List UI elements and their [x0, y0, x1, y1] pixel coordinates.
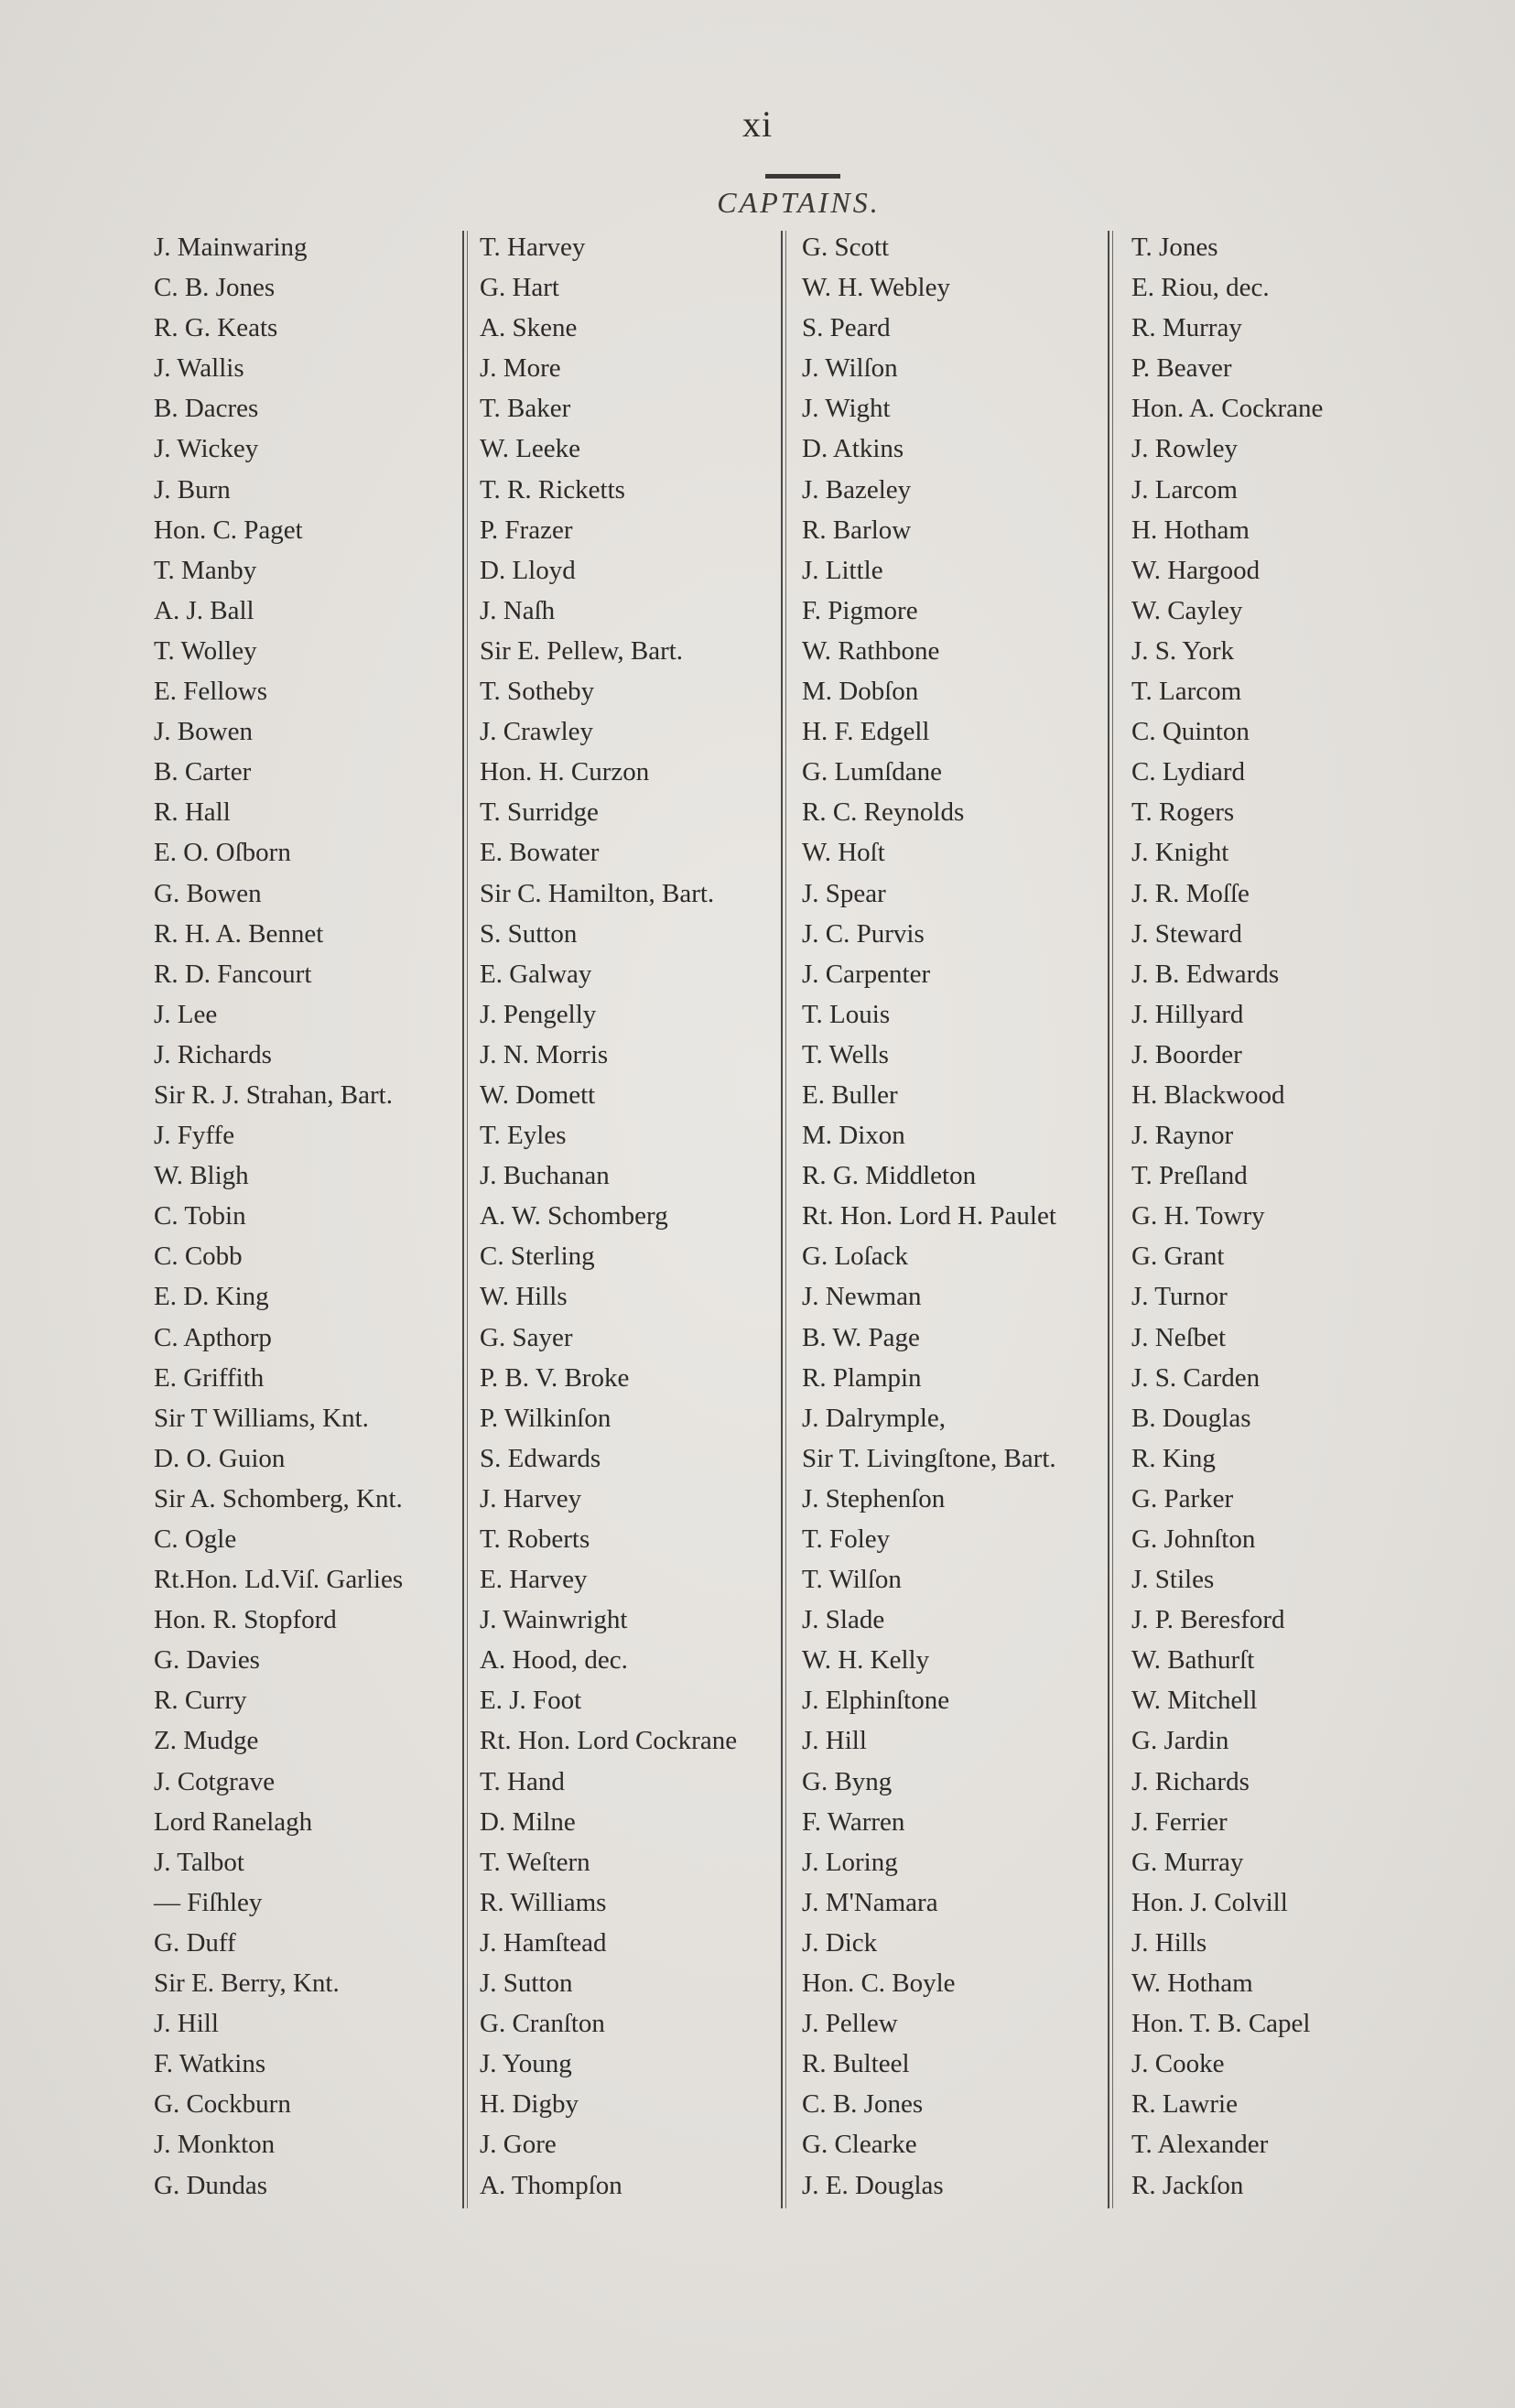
- captain-name: T. Preſland: [1131, 1161, 1248, 1191]
- captain-name: J. Cotgrave: [154, 1766, 276, 1796]
- captain-name: J. N. Morris: [480, 1039, 609, 1069]
- captain-name: G. Bowen: [154, 878, 262, 908]
- captain-name: A. J. Ball: [154, 595, 254, 625]
- captain-name: A. Hood, dec.: [480, 1645, 628, 1676]
- captain-name: G. Jardin: [1131, 1726, 1229, 1756]
- captain-name: R. Hall: [154, 797, 231, 828]
- captain-name: W. Hargood: [1131, 555, 1261, 585]
- captain-name: J. Burn: [154, 474, 231, 504]
- captain-name: T. Sotheby: [480, 677, 595, 707]
- captain-name: J. Naſh: [480, 595, 556, 625]
- captain-name: Hon. C. Paget: [154, 515, 303, 545]
- captain-name: G. Cockburn: [154, 2089, 291, 2120]
- captain-name: B. W. Page: [802, 1322, 920, 1352]
- captain-name: Rt.Hon. Ld.Viſ. Garlies: [154, 1565, 404, 1595]
- captain-name: G. Duff: [154, 1927, 236, 1958]
- section-heading: CAPTAINS.: [717, 186, 881, 219]
- captain-name: H. Blackwood: [1131, 1079, 1285, 1110]
- captain-name: R. G. Middleton: [802, 1161, 977, 1191]
- captain-name: Hon. J. Colvill: [1131, 1887, 1288, 1917]
- captain-name: J. Pellew: [802, 2009, 898, 2039]
- captain-name: G. Grant: [1131, 1242, 1225, 1272]
- captain-name: J. S. York: [1131, 635, 1235, 666]
- captain-name: J. Bazeley: [802, 474, 912, 504]
- captain-name: C. Ogle: [154, 1524, 237, 1554]
- captain-name: Sir A. Schomberg, Knt.: [154, 1483, 403, 1513]
- captain-name: J. Lee: [154, 999, 218, 1029]
- captain-name: E. Fellows: [154, 677, 268, 707]
- captain-name: R. Plampin: [802, 1362, 922, 1393]
- captain-name: G. Hart: [480, 273, 559, 303]
- captain-name: J. Wight: [802, 394, 891, 424]
- captain-name: C. Lydiard: [1131, 757, 1246, 787]
- captain-name: C. Quinton: [1131, 717, 1250, 747]
- captain-name: T. Louis: [802, 999, 891, 1029]
- captain-name: T. Baker: [480, 394, 571, 424]
- captain-name: S. Peard: [802, 313, 891, 343]
- captain-name: T. Eyles: [480, 1121, 567, 1151]
- captain-name: T. Hand: [480, 1766, 565, 1796]
- captain-name: J. Larcom: [1131, 474, 1238, 504]
- captain-name: P. B. V. Broke: [480, 1362, 630, 1393]
- captain-name: C. Apthorp: [154, 1322, 272, 1352]
- captain-name: E. Galway: [480, 959, 592, 989]
- captain-name: Sir T Williams, Knt.: [154, 1403, 369, 1433]
- column-divider: [1108, 231, 1113, 2208]
- captain-name: W. Hotham: [1131, 1969, 1253, 1999]
- captain-name: E. Bowater: [480, 838, 600, 868]
- captain-name: W. Hoſt: [802, 838, 885, 868]
- captain-name: J. Raynor: [1131, 1121, 1234, 1151]
- captain-name: C. B. Jones: [154, 273, 276, 303]
- captain-name: J. Bowen: [154, 717, 253, 747]
- captain-name: G. Clearke: [802, 2130, 917, 2160]
- captain-name: F. Warren: [802, 1806, 905, 1837]
- captain-name: Sir R. J. Strahan, Bart.: [154, 1079, 393, 1110]
- captain-name: T. Wilſon: [802, 1565, 902, 1595]
- captain-name: Z. Mudge: [154, 1726, 259, 1756]
- captain-name: D. Milne: [480, 1806, 576, 1837]
- captain-name: R. C. Reynolds: [802, 797, 965, 828]
- captain-name: J. Ferrier: [1131, 1806, 1228, 1837]
- captain-name: C. Tobin: [154, 1201, 246, 1231]
- column-divider: [462, 231, 468, 2208]
- column-divider: [781, 231, 786, 2208]
- captain-name: D. Lloyd: [480, 555, 576, 585]
- captain-name: J. Young: [480, 2049, 572, 2079]
- captain-name: B. Carter: [154, 757, 252, 787]
- captain-name: J. Cooke: [1131, 2049, 1225, 2079]
- captain-name: J. Steward: [1131, 918, 1242, 949]
- captain-name: E. Buller: [802, 1079, 898, 1110]
- captain-name: J. S. Carden: [1131, 1362, 1261, 1393]
- name-column-1: [154, 227, 465, 2206]
- captain-name: E. D. King: [154, 1282, 269, 1312]
- captain-name: T. Harvey: [480, 233, 586, 262]
- captain-name: G. Dundas: [154, 2170, 268, 2200]
- captain-name: R. Murray: [1131, 313, 1242, 343]
- captain-name: A. Skene: [480, 313, 578, 343]
- captain-name: J. Fyffe: [154, 1121, 235, 1151]
- name-column-4: [1131, 227, 1443, 2206]
- captain-name: R. G. Keats: [154, 313, 278, 343]
- captain-name: T. Weſtern: [480, 1847, 590, 1877]
- captain-name: M. Dobſon: [802, 677, 919, 707]
- captain-name: W. Hills: [480, 1282, 568, 1312]
- captain-name: T. Wells: [802, 1039, 889, 1069]
- captain-name: T. Manby: [154, 555, 257, 585]
- captain-name: J. Richards: [154, 1039, 272, 1069]
- captain-name: J. Turnor: [1131, 1282, 1228, 1312]
- captain-name: J. Little: [802, 555, 883, 585]
- captain-name: R. Bulteel: [802, 2049, 910, 2079]
- captain-name: R. H. A. Bennet: [154, 918, 324, 949]
- captain-name: Sir E. Berry, Knt.: [154, 1969, 340, 1999]
- captain-name: J. Loring: [802, 1847, 898, 1877]
- captain-name: J. C. Purvis: [802, 918, 925, 949]
- captain-name: W. Domett: [480, 1079, 596, 1110]
- captain-name: S. Edwards: [480, 1443, 601, 1473]
- captain-name: J. Pengelly: [480, 999, 597, 1029]
- captain-name: J. Wallis: [154, 353, 244, 384]
- captain-name: J. Hillyard: [1131, 999, 1244, 1029]
- captain-name: P. Frazer: [480, 515, 573, 545]
- captain-name: J. Stephenſon: [802, 1483, 946, 1513]
- captain-name: G. Sayer: [480, 1322, 573, 1352]
- captain-name: F. Watkins: [154, 2049, 266, 2079]
- captain-name: J. Buchanan: [480, 1161, 610, 1191]
- captain-name: S. Sutton: [480, 918, 578, 949]
- captain-name: G. Johnſton: [1131, 1524, 1256, 1554]
- captain-name: Hon. R. Stopford: [154, 1605, 337, 1635]
- captain-name: J. Newman: [802, 1282, 922, 1312]
- captain-name: C. Cobb: [154, 1242, 243, 1272]
- captain-name: H. F. Edgell: [802, 717, 930, 747]
- captain-name: G. Lumſdane: [802, 757, 943, 787]
- captain-name: T. Larcom: [1131, 677, 1242, 707]
- captain-name: J. Stiles: [1131, 1565, 1215, 1595]
- captain-name: J. Dick: [802, 1927, 878, 1958]
- page-number: xi: [741, 103, 774, 145]
- captain-name: J. Harvey: [480, 1483, 582, 1513]
- name-column-3: [802, 227, 1113, 2206]
- captain-name: J. Boorder: [1131, 1039, 1242, 1069]
- captain-name: C. Sterling: [480, 1242, 595, 1272]
- captain-name: J. Elphinſtone: [802, 1686, 950, 1716]
- captain-name: J. Crawley: [480, 717, 594, 747]
- captain-name: E. Griffith: [154, 1362, 265, 1393]
- heading-rule: [765, 174, 840, 179]
- captain-name: J. Gore: [480, 2130, 557, 2160]
- captain-name: W. H. Webley: [802, 273, 950, 303]
- captain-name: J. Talbot: [154, 1847, 244, 1877]
- captain-name: G. Murray: [1131, 1847, 1244, 1877]
- captain-name: J. Hamſtead: [480, 1927, 607, 1958]
- captain-name: J. Neſbet: [1131, 1322, 1227, 1352]
- captain-name: W. Bathurſt: [1131, 1645, 1255, 1676]
- captain-name: Hon. T. B. Capel: [1131, 2009, 1311, 2039]
- captain-name: T. Roberts: [480, 1524, 590, 1554]
- captain-name: J. Dalrymple,: [802, 1403, 947, 1433]
- captain-name: — Fiſhley: [154, 1887, 263, 1917]
- captain-name: M. Dixon: [802, 1121, 905, 1151]
- captain-name: Hon. A. Cockrane: [1131, 394, 1324, 424]
- captain-name: J. Rowley: [1131, 434, 1238, 464]
- captain-name: H. Hotham: [1131, 515, 1250, 545]
- captain-name: J. Wickey: [154, 434, 259, 464]
- captain-name: Rt. Hon. Lord H. Paulet: [802, 1201, 1056, 1231]
- captain-name: J. Slade: [802, 1605, 885, 1635]
- captain-name: Hon. H. Curzon: [480, 757, 650, 787]
- captain-name: R. D. Fancourt: [154, 959, 312, 989]
- captain-name: D. O. Guion: [154, 1443, 286, 1473]
- captain-name: W. Leeke: [480, 434, 581, 464]
- captain-name: B. Douglas: [1131, 1403, 1251, 1433]
- captain-name: P. Wilkinſon: [480, 1403, 611, 1433]
- captain-name: F. Pigmore: [802, 595, 918, 625]
- captain-name: J. More: [480, 353, 561, 384]
- captain-name: E. O. Oſborn: [154, 838, 291, 868]
- captain-name: J. R. Moſſe: [1131, 878, 1250, 908]
- captain-name: G. Davies: [154, 1645, 260, 1676]
- captain-name: J. Hill: [154, 2009, 219, 2039]
- captain-name: T. R. Ricketts: [480, 474, 625, 504]
- captain-name: T. Surridge: [480, 797, 599, 828]
- captain-name: E. J. Foot: [480, 1686, 582, 1716]
- captain-name: J. Hill: [802, 1726, 867, 1756]
- captain-name: J. Hills: [1131, 1927, 1207, 1958]
- captain-name: B. Dacres: [154, 394, 259, 424]
- captain-name: C. B. Jones: [802, 2089, 924, 2120]
- captain-name: G. Cranſton: [480, 2009, 605, 2039]
- captain-name: W. H. Kelly: [802, 1645, 930, 1676]
- captain-name: R. Lawrie: [1131, 2089, 1238, 2120]
- captain-name: E. Harvey: [480, 1565, 588, 1595]
- captain-name: R. Barlow: [802, 515, 912, 545]
- captain-name: J. Wainwright: [480, 1605, 628, 1635]
- captain-name: W. Bligh: [154, 1161, 249, 1191]
- captain-name: A. W. Schomberg: [480, 1201, 668, 1231]
- captain-name: Sir E. Pellew, Bart.: [480, 635, 684, 666]
- captain-name: G. Parker: [1131, 1483, 1234, 1513]
- captain-name: D. Atkins: [802, 434, 904, 464]
- captain-name: J. Wilſon: [802, 353, 898, 384]
- captain-name: W. Mitchell: [1131, 1686, 1258, 1716]
- captain-name: Sir T. Livingſtone, Bart.: [802, 1443, 1056, 1473]
- captain-name: J. Spear: [802, 878, 886, 908]
- captain-name: E. Riou, dec.: [1131, 273, 1270, 303]
- captain-name: J. Sutton: [480, 1969, 573, 1999]
- captain-name: J. B. Edwards: [1131, 959, 1280, 989]
- captain-name: T. Wolley: [154, 635, 257, 666]
- captain-name: J. M'Namara: [802, 1887, 938, 1917]
- captain-name: G. Byng: [802, 1766, 893, 1796]
- captain-name: T. Rogers: [1131, 797, 1235, 828]
- captain-name: Hon. C. Boyle: [802, 1969, 956, 1999]
- captain-name: G. Scott: [802, 233, 890, 262]
- captain-name: R. Curry: [154, 1686, 247, 1716]
- captain-name: T. Alexander: [1131, 2130, 1269, 2160]
- captain-name: Lord Ranelagh: [154, 1806, 313, 1837]
- captain-name: R. King: [1131, 1443, 1216, 1473]
- captain-name: W. Cayley: [1131, 595, 1243, 625]
- captain-name: Rt. Hon. Lord Cockrane: [480, 1726, 738, 1756]
- captain-name: J. Richards: [1131, 1766, 1250, 1796]
- captain-name: Sir C. Hamilton, Bart.: [480, 878, 715, 908]
- captain-name: J. Knight: [1131, 838, 1229, 868]
- captain-name: P. Beaver: [1131, 353, 1232, 384]
- captain-name: W. Rathbone: [802, 635, 940, 666]
- captain-name: J. E. Douglas: [802, 2170, 944, 2200]
- name-column-2: [480, 227, 791, 2206]
- captain-name: H. Digby: [480, 2089, 579, 2120]
- captain-name: A. Thompſon: [480, 2170, 622, 2200]
- captain-name: J. Carpenter: [802, 959, 931, 989]
- captain-name: G. H. Towry: [1131, 1201, 1265, 1231]
- captain-name: J. Monkton: [154, 2130, 276, 2160]
- captain-name: G. Loſack: [802, 1242, 908, 1272]
- captain-name: T. Foley: [802, 1524, 891, 1554]
- captain-name: J. P. Beresford: [1131, 1605, 1285, 1635]
- captain-name: J. Mainwaring: [154, 233, 308, 262]
- captain-name: R. Williams: [480, 1887, 607, 1917]
- captain-name: R. Jackſon: [1131, 2170, 1244, 2200]
- captain-name: T. Jones: [1131, 233, 1218, 262]
